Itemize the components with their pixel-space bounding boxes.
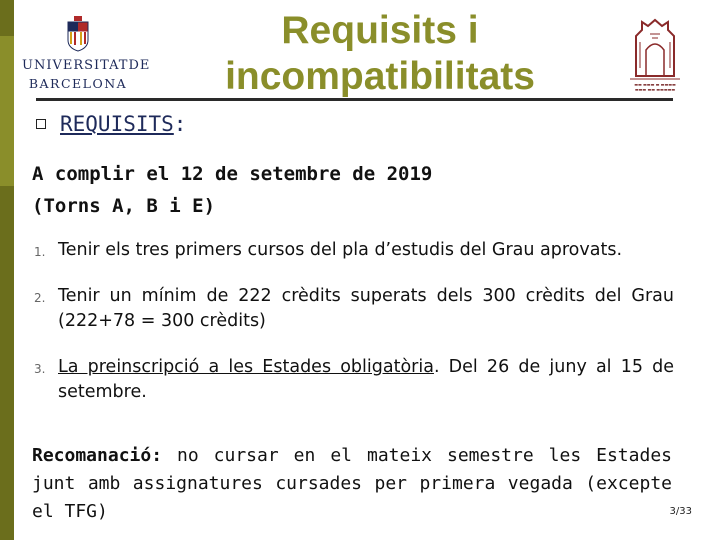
recommendation-text: no cursar en el mateix semestre les Estades junt amb assignatures cursades per primera vegada (excepte el TFG): [32, 445, 672, 522]
list-item-text: Tenir els tres primers cursos del pla d’estudis del Grau aprovats.: [58, 240, 623, 260]
preinscription-link[interactable]: La preinscripció a les Estades obligatòria: [58, 357, 434, 377]
faculty-logo-caption: [622, 82, 688, 92]
faculty-logo: [622, 16, 688, 98]
left-accent-stripe: [0, 36, 14, 186]
section-heading-label: REQUISITS: [60, 112, 174, 136]
page-title-line1: Requisits i: [281, 9, 479, 52]
list-item: [34, 355, 674, 405]
page-number: 3/33: [669, 506, 692, 517]
left-accent-bar: [0, 0, 14, 540]
page-title-line2: incompatibilitats: [225, 55, 535, 98]
recommendation-note: [32, 442, 672, 526]
requirements-list: [34, 238, 674, 426]
page-title: [140, 8, 620, 100]
section-heading: [36, 112, 186, 136]
list-item: [34, 238, 674, 263]
list-item-text: . Del 26 de juny al 15 de setembre.: [58, 357, 674, 402]
faculty-logo-line: ▬▬▬ ▬▬ ▬▬▬▬▬: [634, 87, 676, 92]
logo-text-line2: BARCELONA: [28, 76, 128, 91]
deadline-line2: (Torns A, B i E): [32, 195, 216, 217]
logo-text-line1: UNIVERSITATDE: [22, 58, 151, 73]
list-item: [34, 284, 674, 334]
section-heading-colon: :: [173, 112, 187, 136]
square-bullet-icon: [36, 119, 46, 129]
list-item-number: 3.: [34, 362, 46, 376]
section-heading-text: [60, 112, 186, 136]
recommendation-label: Recomanació:: [32, 445, 163, 466]
title-divider: [36, 98, 673, 101]
university-logo: [22, 16, 151, 94]
list-item-number: 2.: [34, 291, 46, 305]
deadline-block: [32, 158, 692, 222]
faculty-logo-line: ▬▬ ▬▬▬ ▬ ▬▬▬▬: [634, 82, 676, 87]
deadline-line1: A complir el 12 de setembre de 2019: [32, 163, 433, 185]
list-item-number: 1.: [34, 245, 46, 259]
list-item-text: Tenir un mínim de 222 crèdits superats dels 300 crèdits del Grau (222+78 = 300 crèdits): [58, 286, 674, 331]
faculty-building-icon: [622, 16, 688, 82]
coat-of-arms-icon: [66, 16, 90, 52]
